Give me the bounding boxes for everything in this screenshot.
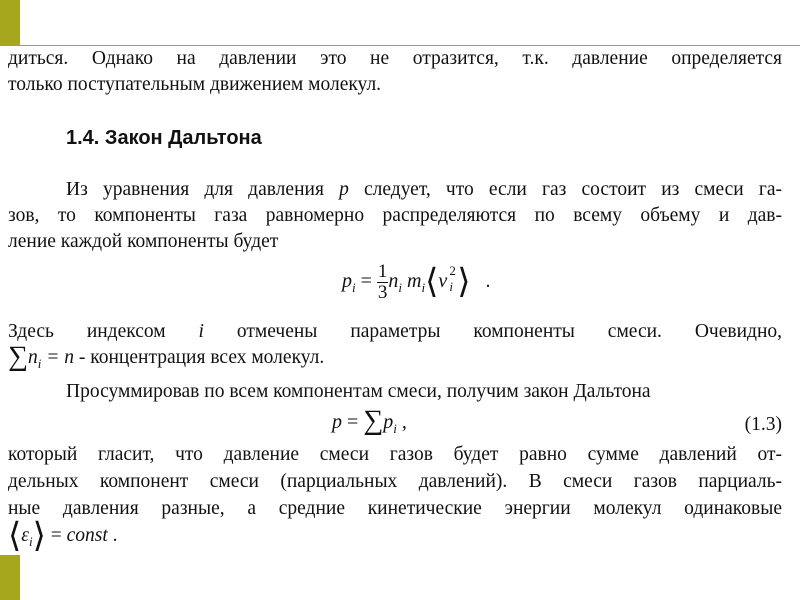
p5-left-angle: ⟨ xyxy=(8,517,22,555)
f1-v-sup: 2 xyxy=(449,263,456,279)
p5-end: . xyxy=(112,525,118,546)
p5-epsilon: ε xyxy=(21,525,29,546)
paragraph3-line1 xyxy=(8,320,782,344)
f1-frac-num: 1 xyxy=(377,261,388,282)
f1-v-sub: i xyxy=(449,279,453,295)
f1-m: m xyxy=(407,270,422,293)
p5-eq: = xyxy=(50,525,62,546)
paragraph5-line1: который гласит, что давление смеси газов будет равно сумме давлений от- xyxy=(8,444,782,465)
p3-text: - концентрация всех молекул. xyxy=(78,347,325,368)
f1-n-sub: i xyxy=(398,280,403,296)
formula-dalton-law xyxy=(332,405,407,441)
paragraph2-line1-var: p xyxy=(339,179,349,200)
paragraph3-line1-suffix: отмечены параметры компоненты смеси. Очевидно, xyxy=(236,321,783,342)
f1-lhs-sub: i xyxy=(352,280,356,296)
f1-fraction xyxy=(377,262,389,303)
p5-right-angle: ⟩ xyxy=(32,517,46,555)
slide-corner-accent-top xyxy=(0,0,20,45)
paragraph2-line1 xyxy=(66,178,782,202)
f2-eq: = xyxy=(347,411,359,433)
f1-v-group xyxy=(438,263,456,295)
paragraph2-line1-suffix: следует, что если газ состоит из смеси га- xyxy=(363,179,783,200)
formula-partial-pressure xyxy=(342,262,491,303)
f1-v: v xyxy=(438,270,448,293)
p3-eq: = n xyxy=(46,347,75,368)
f1-right-angle: ⟩ xyxy=(457,263,471,301)
f2-end: , xyxy=(401,411,407,433)
slide-corner-accent-bottom xyxy=(0,555,20,600)
section-heading: 1.4. Закон Дальтона xyxy=(66,127,262,149)
f1-m-sub: i xyxy=(421,280,426,296)
f1-lhs: p xyxy=(342,270,352,293)
paragraph5-line2: дельных компонент смеси (парциальных давлений). В смеси газов парциаль- xyxy=(8,471,782,492)
f2-sum-sign: ∑ xyxy=(363,405,384,437)
p3-n-sub: i xyxy=(37,356,42,371)
f2-p-sub: i xyxy=(393,421,397,436)
paragraph2-line2: зов, то компоненты газа равномерно распределяются по всему объему и дав- xyxy=(8,205,782,226)
p3-n: n xyxy=(27,347,38,368)
paragraph1-line1: диться. Однако на давлении это не отразится, т.к. давление определяется xyxy=(8,48,782,69)
p3-sum-sign: ∑ xyxy=(8,340,28,372)
f2-lhs: p xyxy=(332,411,342,433)
paragraph2-line1-prefix: Из уравнения для давления xyxy=(66,179,324,200)
f1-n: n xyxy=(388,270,399,293)
f2-p: p xyxy=(383,411,394,433)
paragraph1-line2: только поступательным движением молекул. xyxy=(8,74,382,95)
paragraph4-line1: Просуммировав по всем компонентам смеси, получим закон Дальтона xyxy=(66,381,651,402)
paragraph5-line3: ные давления разные, а средние кинетические энергии молекул одинаковые xyxy=(8,498,782,519)
paragraph3-line1-var: i xyxy=(198,321,204,342)
slide-divider-line xyxy=(0,45,800,46)
f1-frac-den: 3 xyxy=(377,282,388,303)
paragraph3-line1-prefix: Здесь индексом xyxy=(8,321,166,342)
paragraph5-line4 xyxy=(8,517,782,555)
equation-number: (1.3) xyxy=(744,414,782,435)
f1-end: . xyxy=(485,270,491,293)
f1-eq: = xyxy=(360,270,372,293)
paragraph2-line3: ление каждой компоненты будет xyxy=(8,231,279,252)
p5-epsilon-sub: i xyxy=(28,534,33,549)
f1-left-angle: ⟨ xyxy=(425,263,439,301)
p5-const: const xyxy=(66,525,108,546)
paragraph3-line2 xyxy=(8,340,782,376)
